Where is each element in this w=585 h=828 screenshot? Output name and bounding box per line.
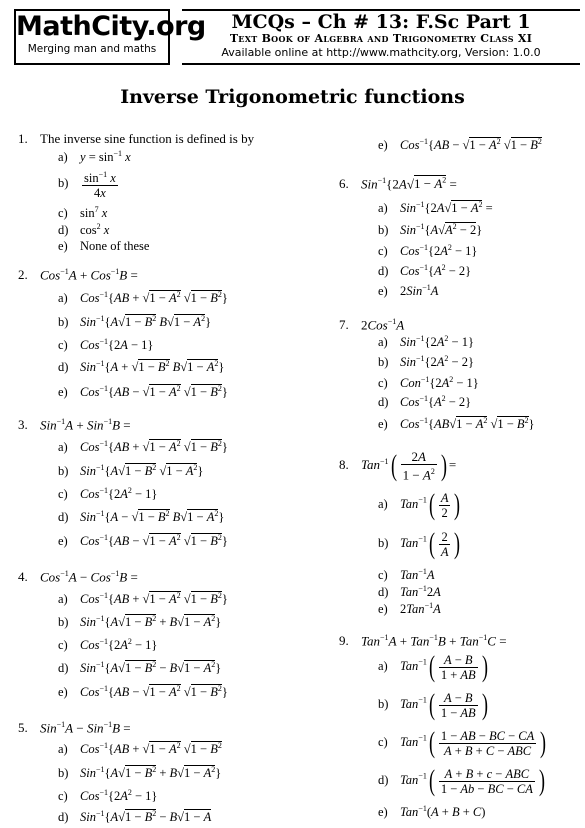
option-label: b): [58, 615, 69, 630]
option-label: a): [58, 592, 68, 607]
option-2e[interactable]: e) $Cos^{-1}\{AB - √1 - A^2$ $√1 - B^2$}: [58, 384, 228, 400]
option-5a[interactable]: a) $Cos^{-1}\{AB + √1 - A^2$ $√1 - B^2$: [58, 741, 222, 757]
option-4e[interactable]: e) $Cos^{-1}\{AB - √1 - A^2$ $√1 - B^2$}: [58, 684, 228, 700]
option-1a[interactable]: a) $y = \sin^{-1} x$: [58, 149, 131, 165]
option-1c[interactable]: c) $\sin^7 x$: [58, 205, 108, 221]
option-text: None of these: [80, 239, 150, 253]
option-label: c): [58, 789, 68, 804]
option-label: d): [58, 661, 69, 676]
option-8c[interactable]: c) Tan$^{-1}$A: [378, 567, 435, 583]
option-label: e): [378, 138, 388, 153]
availability-note: Available online at http://www.mathcity.org, Version: 1.0.0: [221, 46, 541, 59]
option-label: d): [58, 360, 69, 375]
option-label: b): [378, 355, 389, 370]
question-2: 2. Cos$^{-1}$A + Cos$^{-1}$B =: [18, 267, 138, 283]
option-label: e): [58, 385, 68, 400]
option-5c[interactable]: c) $Cos^{-1}\{2A^2 - 1\}$: [58, 788, 158, 804]
option-label: b): [58, 766, 69, 781]
option-2b[interactable]: b) $Sin^{-1}\{A√1 - B^2$ $B√1 - A^2$}: [58, 314, 212, 330]
option-label: a): [58, 150, 68, 165]
option-3a[interactable]: a) $Cos^{-1}\{AB + √1 - A^2$ $√1 - B^2$}: [58, 439, 228, 455]
option-9c[interactable]: c) Tan$^{-1}$( $\frac{1 - AB - BC - CA}{\text{A + B + C − ABC}}$ ): [378, 726, 547, 759]
option-9b[interactable]: b) Tan$^{-1}$( $\frac{A - B}{1 - AB}$ ): [378, 688, 488, 721]
option-label: a): [378, 201, 388, 216]
option-label: d): [58, 810, 69, 825]
option-math: $\frac{\sin^{-1} x}{4x}$: [84, 170, 116, 201]
option-label: e): [378, 805, 388, 820]
option-label: c): [378, 244, 388, 259]
option-label: b): [58, 175, 69, 190]
option-label: d): [378, 585, 389, 600]
option-7e[interactable]: e) $Cos^{-1}\{AB√1 - A^2$ $√1 - B^2$}: [378, 416, 535, 432]
option-4d[interactable]: d) $Sin^{-1}\{A√1 - B^2 - B√1 - A^2\}$: [58, 660, 222, 676]
option-1e[interactable]: [58, 239, 149, 254]
question-text: The inverse sine function is defined is by: [40, 131, 255, 146]
option-6a[interactable]: a) $Sin^{-1}\{2A√1 - A^2$ =: [378, 200, 493, 216]
option-8b[interactable]: b) Tan$^{-1}$( $\frac{2}{A}$ ): [378, 527, 461, 560]
option-1d[interactable]: d) $\cos^2 x$: [58, 222, 110, 238]
option-label: e): [378, 284, 388, 299]
question-number: 7.: [339, 317, 349, 333]
option-label: d): [58, 223, 69, 238]
logo-title: MathCity.org: [16, 11, 206, 42]
option-6c[interactable]: c) $Cos^{-1}\{2A^2 - 1\}$: [378, 243, 478, 259]
option-6b[interactable]: b) $Sin^{-1}\{A√A^2 - 2\}$: [378, 222, 483, 238]
question-9: 9. Tan$^{-1}$A + Tan$^{-1}$B + Tan$^{-1}$C =: [339, 633, 507, 649]
option-3b[interactable]: b) $Sin^{-1}\{A√1 - B^2$ $√1 - A^2$}: [58, 463, 204, 479]
option-6e[interactable]: e) 2Sin$^{-1}$A: [378, 283, 439, 299]
option-label: d): [378, 395, 389, 410]
question-number: 5.: [18, 720, 28, 736]
option-5d[interactable]: d) $Sin^{-1}\{A√1 - B^2 - B√1 - A$: [58, 809, 212, 825]
option-2d[interactable]: d) $Sin^{-1}\{A + √1 - B^2$ $B√1 - A^2$}: [58, 359, 225, 375]
option-label: c): [58, 487, 68, 502]
option-label: a): [378, 658, 388, 673]
question-3: 3. Sin$^{-1}$A + Sin$^{-1}$B =: [18, 417, 131, 433]
question-number: 6.: [339, 176, 349, 192]
option-label: c): [378, 734, 388, 749]
option-label: a): [378, 335, 388, 350]
option-label: b): [378, 223, 389, 238]
option-8e[interactable]: e) 2Tan$^{-1}$A: [378, 601, 441, 617]
option-1b[interactable]: [58, 168, 120, 200]
option-label: b): [58, 464, 69, 479]
option-2c[interactable]: c) Cos$^{-1}${2A − 1}: [58, 337, 154, 353]
option-6d[interactable]: d) $Cos^{-1}\{A^2 - 2\}$: [378, 263, 472, 279]
option-label: e): [58, 685, 68, 700]
option-label: b): [378, 535, 389, 550]
option-4b[interactable]: b) $Sin^{-1}\{A√1 - B^2 + B√1 - A^2\}$: [58, 614, 222, 630]
option-2a[interactable]: a) $Cos^{-1}\{AB + √1 - A^2$ $√1 - B^2$}: [58, 290, 228, 306]
option-label: c): [378, 568, 388, 583]
option-9e[interactable]: e) Tan$^{-1}$(A + B + C): [378, 804, 486, 820]
question-number: 1.: [18, 131, 28, 146]
option-label: b): [58, 315, 69, 330]
mathcity-logo[interactable]: [14, 9, 206, 65]
question-number: 8.: [339, 457, 349, 473]
option-label: b): [378, 696, 389, 711]
option-label: d): [378, 772, 389, 787]
option-9a[interactable]: a) Tan$^{-1}$( $\frac{A - B}{1 + AB}$ ): [378, 650, 488, 683]
option-5b[interactable]: b) $Sin^{-1}\{A√1 - B^2 + B√1 - A^2\}$: [58, 765, 222, 781]
option-label: a): [58, 440, 68, 455]
document-title: MCQs – Ch # 13: F.Sc Part 1: [231, 11, 531, 33]
question-number: 3.: [18, 417, 28, 433]
option-5e[interactable]: e) $Cos^{-1}\{AB - √1 - A^2$ $√1 - B^2$: [378, 137, 542, 153]
option-label: c): [58, 206, 68, 221]
option-label: d): [378, 264, 389, 279]
question-7: 7. 2Cos$^{-1}$A: [339, 317, 405, 333]
option-3c[interactable]: c) $Cos^{-1}\{2A^2 - 1\}$: [58, 486, 158, 502]
option-9d[interactable]: d) Tan$^{-1}$( $\frac{\text{A + B + c − ABC}}{1 - Ab - BC - CA}$ ): [378, 764, 545, 797]
question-5: 5. Sin$^{-1}$A − Sin$^{-1}$B =: [18, 720, 131, 736]
option-4c[interactable]: c) $Cos^{-1}\{2A^2 - 1\}$: [58, 637, 158, 653]
title-block: [182, 9, 580, 65]
question-number: 9.: [339, 633, 349, 649]
option-label: e): [58, 239, 68, 253]
option-7a[interactable]: a) $Sin^{-1}\{2A^2 - 1\}$: [378, 334, 474, 350]
option-math: y: [80, 150, 86, 165]
document-subtitle: Text Book of Algebra and Trigonometry Class XI: [229, 32, 533, 45]
logo-subtitle: Merging man and maths: [27, 43, 157, 55]
option-7b[interactable]: b) $Sin^{-1}\{2A^2 - 2\}$: [378, 354, 474, 370]
option-label: e): [378, 417, 388, 432]
option-label: c): [378, 376, 388, 391]
option-label: c): [58, 638, 68, 653]
question-number: 4.: [18, 569, 28, 585]
option-label: a): [58, 742, 68, 757]
option-4a[interactable]: a) $Cos^{-1}\{AB + √1 - A^2$ $√1 - B^2$}: [58, 591, 228, 607]
option-label: c): [58, 338, 68, 353]
option-label: a): [58, 291, 68, 306]
option-label: e): [378, 602, 388, 617]
question-1: [18, 131, 254, 147]
option-label: a): [378, 496, 388, 511]
option-label: d): [58, 510, 69, 525]
question-8: 8. Tan$^{-1}$( $\frac{2A}{1 - A^2}$ ) =: [339, 449, 457, 483]
option-8d[interactable]: d) Tan$^{-1}$2A: [378, 584, 441, 600]
page-header: [0, 0, 585, 74]
question-number: 2.: [18, 267, 28, 283]
option-label: e): [58, 534, 68, 549]
option-7c[interactable]: c) $Con^{-1}\{2A^2 - 1\}$: [378, 375, 479, 391]
section-heading: Inverse Trigonometric functions: [120, 86, 465, 108]
option-8a[interactable]: a) Tan$^{-1}$( $\frac{A}{2}$ ): [378, 488, 461, 521]
question-4: 4. Cos$^{-1}$A − Cos$^{-1}$B =: [18, 569, 138, 585]
option-7d[interactable]: d) $Cos^{-1}\{A^2 - 2\}$: [378, 394, 472, 410]
option-3e[interactable]: e) $Cos^{-1}\{AB - √1 - A^2$ $√1 - B^2$}: [58, 533, 228, 549]
option-3d[interactable]: d) $Sin^{-1}\{A - √1 - B^2$ $B√1 - A^2$}: [58, 509, 225, 525]
question-6: 6. $Sin^{-1}\{2A√1 - A^2$ =: [339, 176, 457, 192]
